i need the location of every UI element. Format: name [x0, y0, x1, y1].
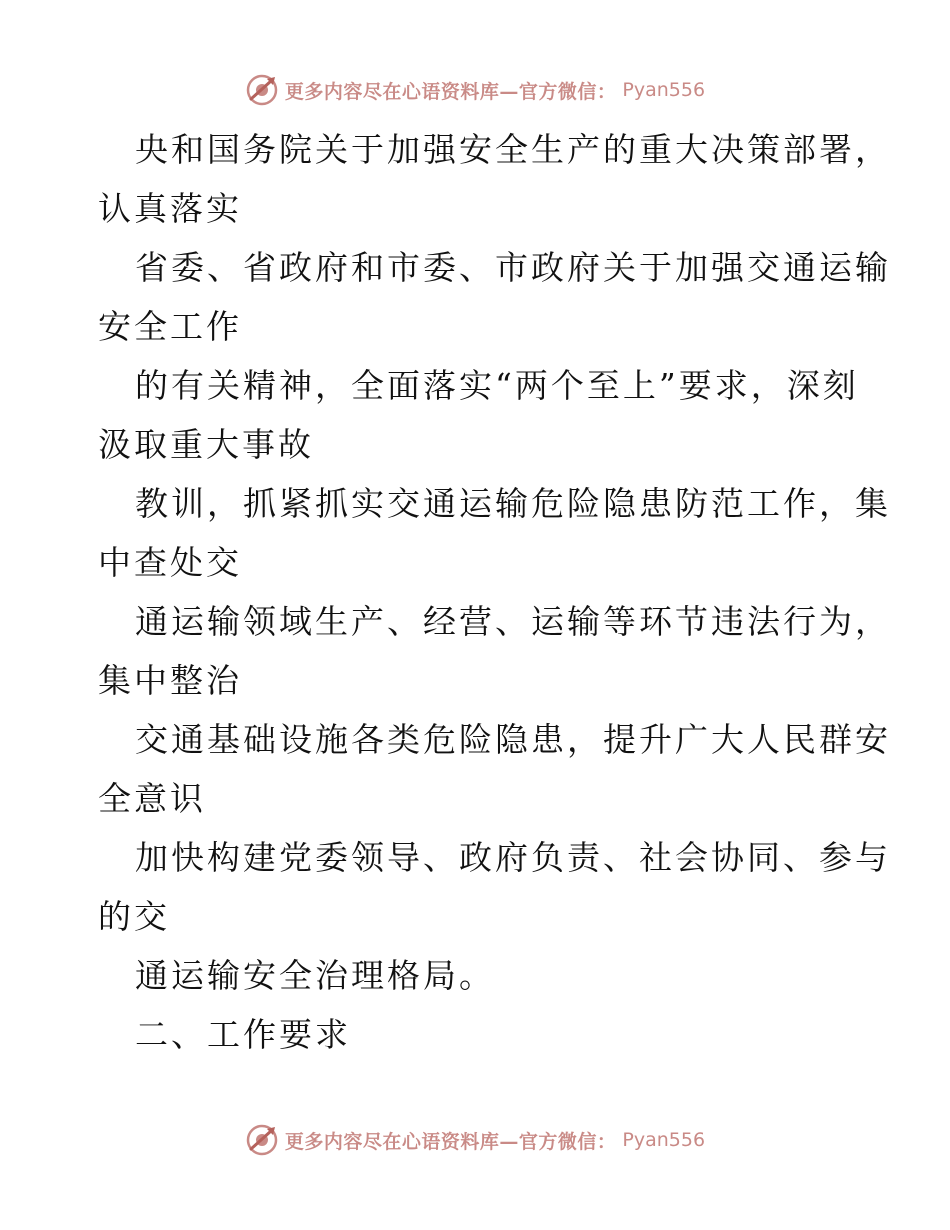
footer-watermark — [0, 1120, 950, 1160]
body-line: 的有关精神，全面落实“两个至上”要求，深刻 — [135, 366, 859, 405]
body-line: 全意识 — [98, 779, 206, 818]
body-line: 集中整治 — [98, 661, 242, 700]
watermark-text: 更多内容尽在心语资料库—官方微信： — [284, 1130, 617, 1153]
document-body — [98, 120, 891, 1064]
watermark-wechat-id: Pyan556 — [622, 79, 706, 101]
body-line: 通运输领域生产、经营、运输等环节违法行为， — [135, 602, 891, 641]
body-line: 央和国务院关于加强安全生产的重大决策部署， — [135, 130, 891, 169]
section-heading: 二、工作要求 — [135, 1015, 351, 1054]
watermark-wechat-id: Pyan556 — [622, 1129, 706, 1151]
body-line: 交通基础设施各类危险隐患，提升广大人民群安 — [135, 720, 891, 759]
body-line: 认真落实 — [98, 189, 242, 228]
body-line: 安全工作 — [98, 307, 242, 346]
brand-logo-icon — [245, 1123, 279, 1157]
brand-logo-icon — [245, 73, 279, 107]
body-line: 的交 — [98, 897, 170, 936]
body-line: 教训，抓紧抓实交通运输危险隐患防范工作，集 — [135, 484, 891, 523]
body-line: 中查处交 — [98, 543, 242, 582]
body-line: 加快构建党委领导、政府负责、社会协同、参与 — [135, 838, 891, 877]
body-line: 汲取重大事故 — [98, 425, 314, 464]
body-line: 通运输安全治理格局。 — [135, 956, 495, 995]
watermark-text: 更多内容尽在心语资料库—官方微信： — [284, 80, 617, 103]
header-watermark — [0, 70, 950, 110]
body-line: 省委、省政府和市委、市政府关于加强交通运输 — [135, 248, 891, 287]
